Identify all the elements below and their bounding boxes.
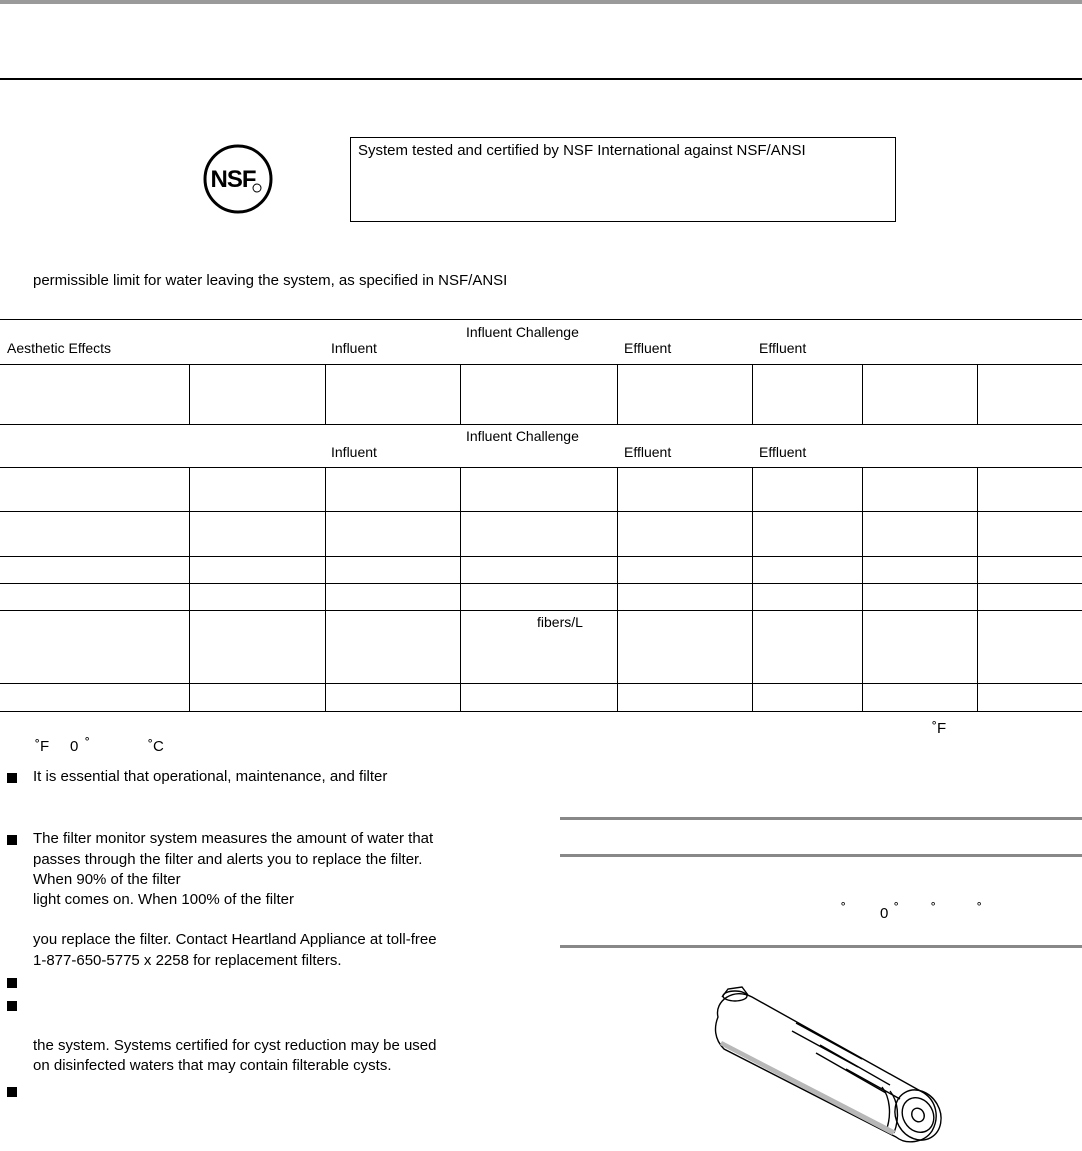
bullet-marker xyxy=(7,1087,17,1097)
table2-row-rule xyxy=(0,583,1082,584)
right-section-rule xyxy=(560,817,1082,820)
table2-effluent-b: Effluent xyxy=(759,444,807,460)
table1-col-divider xyxy=(862,365,863,424)
table2-bottom-rule xyxy=(0,711,1082,712)
certification-text: System tested and certified by NSF International against NSF/ANSI xyxy=(358,142,806,159)
right-degree: ˚ xyxy=(977,901,982,918)
bullet-text: on disinfected waters that may contain filterable cysts. xyxy=(33,1057,392,1074)
filter-cartridge-illustration xyxy=(700,975,950,1146)
table1-aesthetic-effects: Aesthetic Effects xyxy=(7,340,112,356)
table2-row-rule xyxy=(0,610,1082,611)
bullet-text: passes through the filter and alerts you to replace the filter. xyxy=(33,851,423,868)
bullet-text: The filter monitor system measures the amount of water that xyxy=(33,830,434,847)
table1-col-divider xyxy=(189,365,190,424)
footnote-temp-left: ˚F xyxy=(35,738,50,755)
nsf-logo-text: NSF xyxy=(210,166,256,193)
table2-row-rule xyxy=(0,683,1082,684)
footnote-zero: 0 xyxy=(70,738,79,755)
table2-col-divider xyxy=(617,468,618,711)
right-degree: ˚ xyxy=(894,901,899,918)
right-section-rule xyxy=(560,945,1082,948)
table2-row-rule xyxy=(0,511,1082,512)
nsf-seal-icon xyxy=(202,143,274,215)
permissible-limit-text: permissible limit for water leaving the system, as specified in NSF/ANSI xyxy=(33,272,508,289)
table1-col-divider xyxy=(617,365,618,424)
right-zero: 0 xyxy=(880,905,889,922)
bullet-marker xyxy=(7,978,17,988)
table2-effluent-a: Effluent xyxy=(624,444,672,460)
table2-fibers-cell: fibers/L xyxy=(537,614,583,630)
table2-col-divider xyxy=(862,468,863,711)
bullet-text: you replace the filter. Contact Heartland Appliance at toll-free xyxy=(33,931,437,948)
table1-influent: Influent xyxy=(331,340,377,356)
bullet-text: light comes on. When 100% of the filter xyxy=(33,891,294,908)
right-section-rule xyxy=(560,854,1082,857)
table1-influent-challenge: Influent Challenge xyxy=(466,324,579,340)
table2-header-rule xyxy=(0,467,1082,468)
bullet-marker xyxy=(7,1001,17,1011)
table1-header-rule xyxy=(0,364,1082,365)
footnote-temp-right: ˚F xyxy=(932,720,947,737)
table1-bottom-rule xyxy=(0,424,1082,425)
table1-top-rule xyxy=(0,319,1082,320)
table2-col-divider xyxy=(977,468,978,711)
table1-col-divider xyxy=(325,365,326,424)
table2-col-divider xyxy=(189,468,190,711)
table2-influent-challenge: Influent Challenge xyxy=(466,428,579,444)
bullet-marker xyxy=(7,835,17,845)
table2-row-rule xyxy=(0,556,1082,557)
top-gray-rule xyxy=(0,0,1082,4)
bullet-text: the system. Systems certified for cyst reduction may be used xyxy=(33,1037,437,1054)
right-degree: ˚ xyxy=(931,901,936,918)
table1-col-divider xyxy=(977,365,978,424)
footnote-celsius: ˚C xyxy=(148,738,164,755)
footnote-degree: ˚ xyxy=(85,736,90,753)
table1-col-divider xyxy=(752,365,753,424)
right-degree: ˚ xyxy=(841,901,846,918)
table2-col-divider xyxy=(460,468,461,711)
header-rule xyxy=(0,78,1082,80)
table1-col-divider xyxy=(460,365,461,424)
certification-box xyxy=(350,137,896,222)
table2-col-divider xyxy=(752,468,753,711)
table2-col-divider xyxy=(325,468,326,711)
bullet-text: When 90% of the filter xyxy=(33,871,181,888)
water-filter-icon xyxy=(700,975,950,1146)
bullet-text: It is essential that operational, maintenance, and filter xyxy=(33,768,388,785)
nsf-logo xyxy=(202,143,274,215)
bullet-text: 1-877-650-5775 x 2258 for replacement filters. xyxy=(33,952,342,969)
table1-effluent-b: Effluent xyxy=(759,340,807,356)
table1-effluent-a: Effluent xyxy=(624,340,672,356)
table2-influent: Influent xyxy=(331,444,377,460)
bullet-marker xyxy=(7,773,17,783)
